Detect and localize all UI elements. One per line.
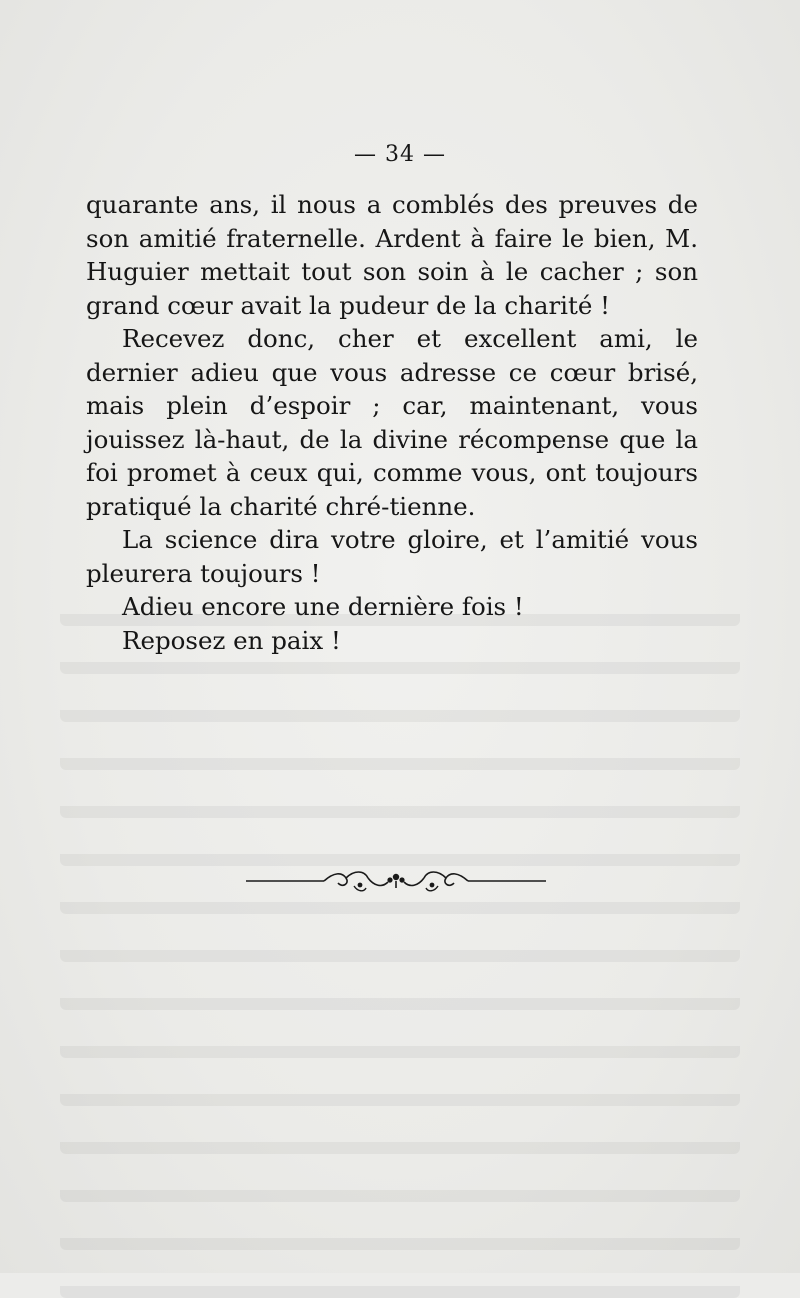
show-through-background <box>60 580 740 1140</box>
paragraph-3: La science dira votre gloire, et l’amitié vous pleurera toujours ! <box>86 525 698 588</box>
fleuron-divider-icon <box>246 866 546 896</box>
paragraph-1: quarante ans, il nous a comblés des preuves de son amitié fraternelle. Ardent à faire le bien, M. Huguier mettait tout son soin à le cacher ; son grand cœur avait la pudeur de la charité ! <box>86 190 698 320</box>
paragraph-4: Adieu encore une dernière fois ! <box>122 592 524 621</box>
paragraph-2: Recevez donc, cher et excellent ami, le dernier adieu que vous adresse ce cœur brisé, mais plein d’espoir ; car, maintenant, vous jouissez là-haut, de la divine récompense que la foi promet à ceux qui, comme vous, ont toujours pratiqué la charité chré-tienne. <box>86 324 698 521</box>
page-number: — 34 — <box>354 142 446 167</box>
paragraph-5: Reposez en paix ! <box>122 625 341 655</box>
body-text <box>86 188 698 657</box>
